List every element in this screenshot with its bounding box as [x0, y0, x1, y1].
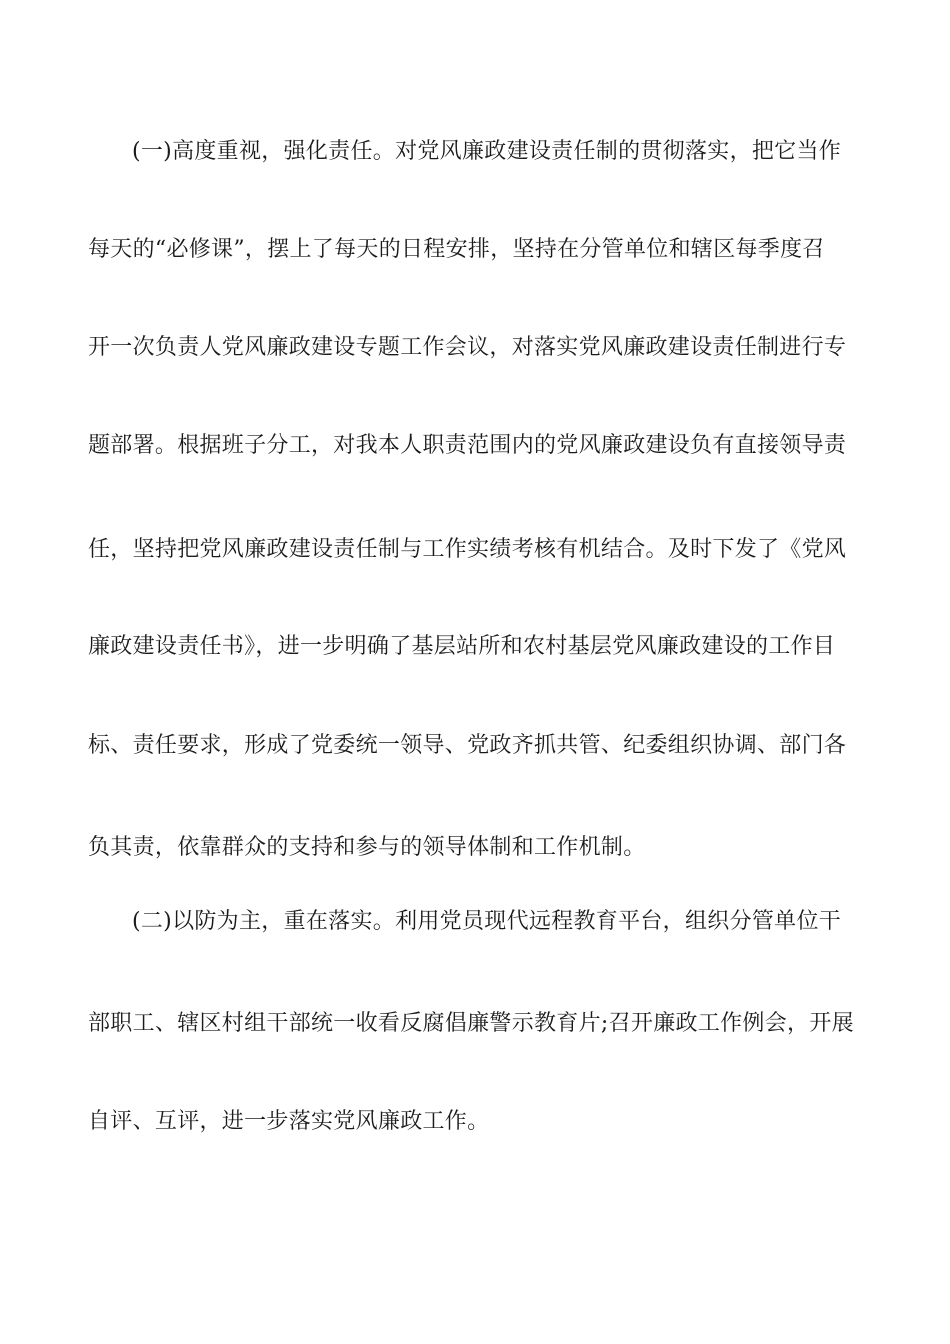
paragraph-1-line-7: 标、责任要求，形成了党委统一领导、党政齐抓共管、纪委组织协调、部门各 [88, 733, 847, 758]
paragraph-1-line-8: 负其责，依靠群众的支持和参与的领导体制和工作机制。 [88, 835, 646, 860]
paragraph-1-line-4: 题部署。根据班子分工，对我本人职责范围内的党风廉政建设负有直接领导责 [88, 433, 847, 458]
paragraph-2-line-3: 自评、互评，进一步落实党风廉政工作。 [88, 1109, 490, 1134]
paragraph-1-line-3: 开一次负责人党风廉政建设专题工作会议，对落实党风廉政建设责任制进行专 [88, 335, 847, 360]
paragraph-1-line-2: 每天的“必修课”，摆上了每天的日程安排，坚持在分管单位和辖区每季度召 [88, 237, 825, 262]
paragraph-2-line-2: 部职工、辖区村组干部统一收看反腐倡廉警示教育片;召开廉政工作例会，开展 [88, 1011, 854, 1036]
paragraph-2-line-1: (二)以防为主，重在落实。利用党员现代远程教育平台，组织分管单位干 [132, 909, 842, 934]
paragraph-1-line-5: 任，坚持把党风廉政建设责任制与工作实绩考核有机结合。及时下发了《党风 [88, 537, 847, 562]
paragraph-1-line-1: (一)高度重视，强化责任。对党风廉政建设责任制的贯彻落实，把它当作 [132, 139, 842, 164]
paragraph-1-line-6: 廉政建设责任书》，进一步明确了基层站所和农村基层党风廉政建设的工作目 [88, 634, 836, 659]
